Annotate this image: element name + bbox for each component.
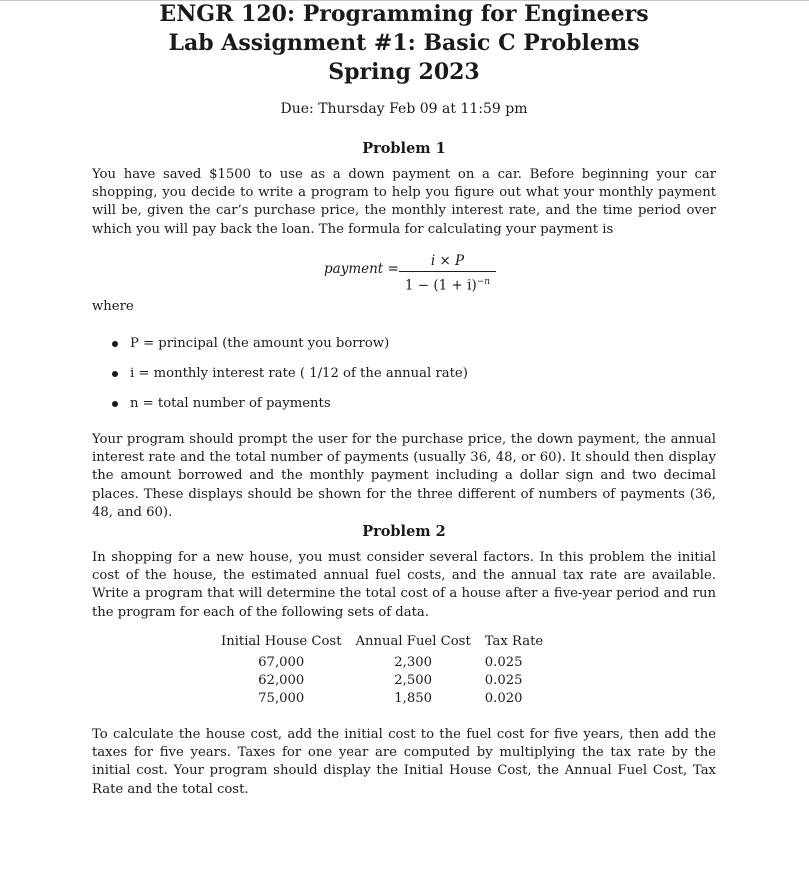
formula-denominator: 1 − (1 + i) (404, 277, 477, 294)
list-item (112, 334, 468, 364)
problem-2-closing: To calculate the house cost, add the initial cost to the fuel cost for five years, then add the taxes for five years. Taxes for one year are computed by multiplying the tax rate by the initial cost. Your program should display the Initial House Cost, the Annual Fuel Cost, Tax Rate and the total cost. (92, 727, 716, 797)
problem-2-intro: In shopping for a new house, you must consider several factors. In this problem the initial cost of the house, the estimated annual fuel costs, and the annual tax rate are available. Write a program that will determine the total cost of a house after a five-year period and run the program for each of the following sets of data. (92, 550, 716, 620)
list-item-text: n = total number of payments (130, 396, 331, 411)
list-item (112, 364, 468, 394)
due-date: Due: Thursday Feb 09 at 11:59 pm (280, 101, 528, 117)
bullet-icon (112, 401, 118, 407)
table-row (214, 654, 550, 672)
list-item (112, 394, 468, 424)
table-cell: 67,000 (258, 655, 305, 670)
table-cell: 75,000 (258, 691, 305, 706)
title-block (92, 0, 716, 87)
formula-lhs: payment = (324, 261, 399, 277)
table-row (214, 672, 550, 690)
fraction-bar (399, 271, 496, 272)
assignment-title: Lab Assignment #1: Basic C Problems (168, 30, 640, 56)
column-header: Annual Fuel Cost (355, 634, 471, 649)
where-label: where (92, 299, 134, 314)
table-cell: 2,500 (394, 673, 433, 688)
problem-1-intro: You have saved $1500 to use as a down payment on a car. Before beginning your car shopping, you decide to write a program to help you figure out what your monthly payment will be, given the car’s purchase price, the monthly interest rate, and the time period over which you will pay back the loan. The formula for calculating your payment is (92, 167, 716, 237)
formula-fraction (399, 252, 496, 294)
house-data-table (214, 633, 550, 708)
formula-numerator: i × P (430, 253, 465, 269)
table-cell: 0.020 (484, 691, 523, 706)
column-header: Initial House Cost (221, 634, 342, 649)
problem-1-instructions: Your program should prompt the user for the purchase price, the down payment, the annual interest rate and the total number of payments (usually 36, 48, or 60). It should then display the amount borrowed and the monthly payment including a dollar sign and two decimal places. These displays should be shown for the three different of numbers of payments (36, 48, and 60). (92, 432, 716, 520)
variable-list (112, 334, 468, 424)
list-item-text: i = monthly interest rate ( 1/12 of the annual rate) (130, 366, 468, 381)
table-cell: 2,300 (394, 655, 433, 670)
bullet-icon (112, 341, 118, 347)
semester-title: Spring 2023 (328, 59, 480, 85)
list-item-text: P = principal (the amount you borrow) (130, 336, 390, 351)
column-header: Tax Rate (484, 634, 544, 649)
problem-2-heading: Problem 2 (362, 523, 446, 540)
table-cell: 0.025 (484, 673, 523, 688)
formula-denominator-wrap (399, 273, 496, 294)
table-header-row (214, 633, 550, 654)
table-cell: 62,000 (258, 673, 305, 688)
table-cell: 0.025 (484, 655, 523, 670)
table-cell: 1,850 (394, 691, 433, 706)
table-row (214, 690, 550, 708)
course-title: ENGR 120: Programming for Engineers (159, 1, 649, 27)
problem-1-heading: Problem 1 (362, 140, 446, 157)
bullet-icon (112, 371, 118, 377)
formula-exponent: −n (476, 277, 491, 287)
